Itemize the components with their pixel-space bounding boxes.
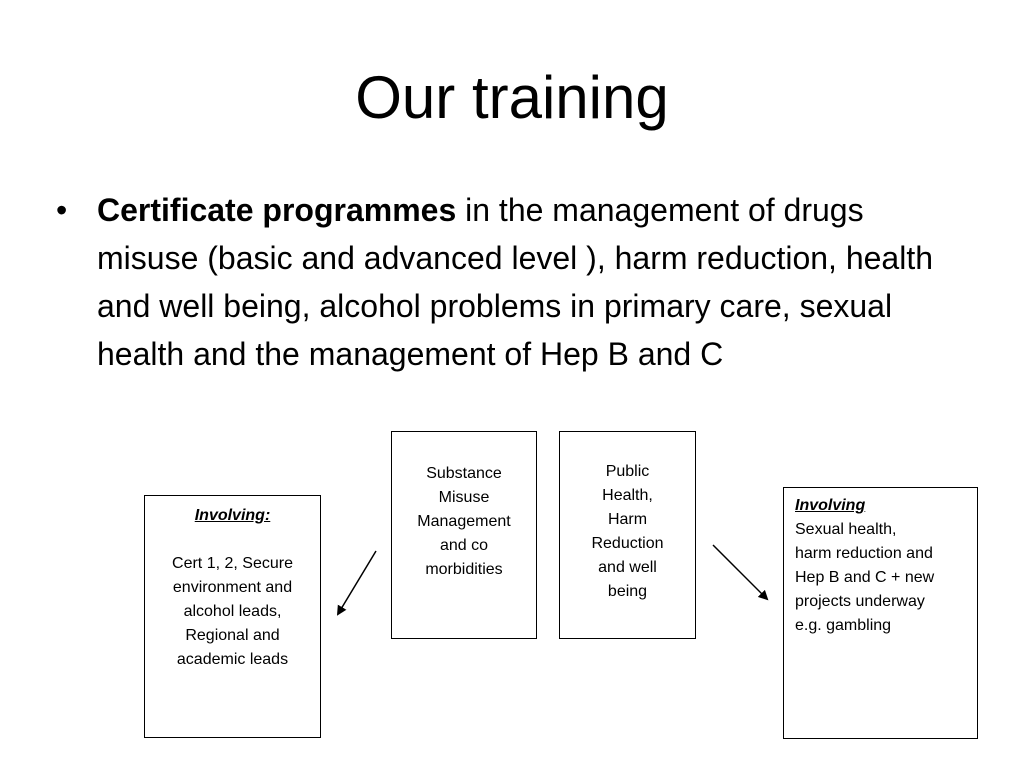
left-box-heading: Involving: bbox=[194, 507, 271, 524]
public-health-box bbox=[559, 431, 696, 639]
arrow-right bbox=[713, 545, 767, 599]
bullet-item bbox=[56, 186, 956, 378]
right-box-heading: Involving bbox=[795, 497, 866, 514]
bullet-rest-text: in the management of drugs misuse (basic and advanced level ), harm reduction, health and well being, alcohol problems in primary care, sexual health and the management of Hep B and C bbox=[97, 192, 933, 372]
left-box-body: Cert 1, 2, Secure environment and alcohol leads, Regional and academic leads bbox=[172, 555, 293, 668]
involving-left-box bbox=[144, 495, 321, 738]
involving-right-box bbox=[783, 487, 978, 739]
substance-misuse-box bbox=[391, 431, 537, 639]
bullet-bold-text: Certificate programmes bbox=[97, 192, 457, 228]
bullet-marker: • bbox=[56, 192, 68, 228]
bullet-text bbox=[97, 186, 956, 378]
slide-title: Our training bbox=[355, 64, 669, 131]
right-box-body: Sexual health, harm reduction and Hep B and C + new projects underway e.g. gambling bbox=[795, 521, 935, 634]
middle-box-2-body: Public Health, Harm Reduction and well being bbox=[591, 463, 664, 600]
middle-box-1-body: Substance Misuse Management and co morbidities bbox=[417, 465, 511, 578]
arrow-left bbox=[338, 551, 376, 614]
